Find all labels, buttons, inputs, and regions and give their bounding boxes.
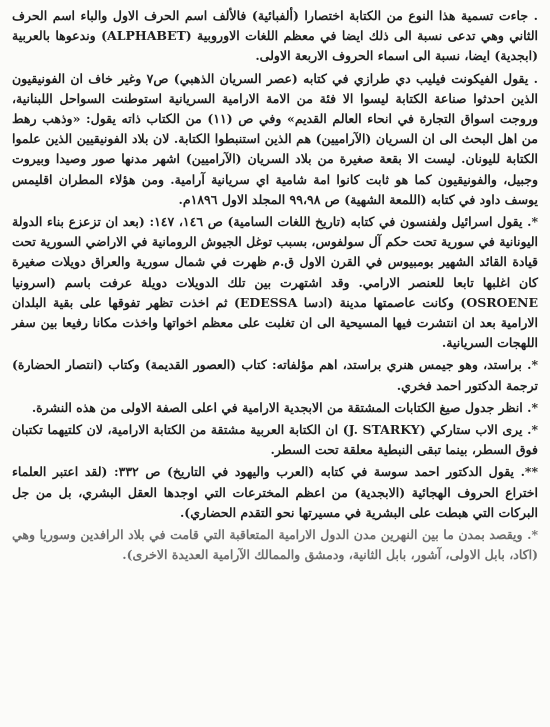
note-sousa: **. يقول الدكتور احمد سوسة في كتابه (العرب واليهود في التاريخ) ص ٣٣٢: (لقد اعتبر العلماء اختراع الحروف الهجائية (الابجدية) من اعظم المخترعات التي اوجدها العقل البشري، بل من جل البركات التي هبطت على البشرية في مسيرتها نحو التقدم الحضاري). [12, 464, 538, 520]
note-tarazi-phoenicians: . يقول الفيكونت فيليب دي طرازي في كتابه (عصر السريان الذهبي) ص٧ وغير خاف ان الفونيقيون الذين احدثوا صناعة الكتابة ليسوا الا فئة من الامة الارامية السريانية استوطنت السواحل اللبنانية، وروجت اسواق التجارة في انحاء العالم القديم» وفي ص (١١) من الكتاب ذاته يقول: «وذهب رهط من اهل البحث الى ان السريان (الآراميين) هم الذين استنبطوا الكتابة. لان بلاد الفونيقيين الذين علموا الكتابة لليونان. ليست الا بقعة صغيرة من بلاد السريان (الآراميين) اشهر مدنها صور وصيدا وبيروت وجبيل، والفونيقيون كما هو ثابت كانوا امة شامية اي سريانية آرامية. ومن هؤلاء المطران اقليمس يوسف داود في كتابه (اللمعة الشهية) ص ٩٩،٩٨ المجلد الاول ١٨٩٦م. [12, 70, 538, 207]
note-starky: *. يرى الاب ستاركي (J. STARKY) ان الكتابة العربية مشتقة من الكتابة الارامية، لان كلتيهما تكتبان فوق السطر، بينما تبقى النبطية معلقة تحت السطر. [12, 422, 538, 458]
note-wolfensohn-osroene: *. يقول اسرائيل ولفنسون في كتابه (تاريخ اللغات السامية) ص ١٤٦، ١٤٧: (بعد ان تزعزع بناء الدولة اليونانية في سورية تحت حكم آل سولفوس، بسبب توغل الجيوش الرومانية في الاراضي السورية تحت قيادة القائد الشهير بومبيوس في القرن الاول ق.م ظهرت في شمال سورية والعراق دويلات صغيرة كان اغلبها تابعا للعنصر الارامي. وقد اشتهرت بين تلك الدويلات دويلة عرفت باسم (اسرونيا OSROENE) وكانت عاصمتها مدينة (ادسا EDESSA) ثم اخذت تظهر تفوقها على بقية البلدان الارامية بعد ان انتشرت فيها المسيحية الى ان تغلبت على معظم اخواتها واخذت مكانا رفيعا بين سفر اللهجات السريانية. [12, 214, 539, 351]
note-mesopotamian-cities: *. ويقصد بمدن ما بين النهرين مدن الدول الارامية المتعاقبة التي قامت في بلاد الرافدين وسوريا وهي (اكاد، بابل الاولى، آشور، بابل الثانية، ودمشق والممالك الآرامية العديدة الاخرى). [12, 527, 538, 563]
note-scripts-table: *. انظر جدول صيغ الكتابات المشتقة من الابجدية الارامية في اعلى الصفة الاولى من هذه النشرة. [31, 399, 538, 415]
note-alphabet-origin: . جاءت تسمية هذا النوع من الكتابة اختصارا (ألفبائية) فالألف اسم الحرف الاول والباء اسم الحرف الثاني وهي تدعى نسبة الى ذلك ايضا في معظم اللغات الاوروبية (ALPHABET) وندعوها بالعربية (ابجدية) ايضا، نسبة الى اسماء الحروف الاربعة الاولى. [12, 8, 538, 64]
footnotes-text-column [12, 6, 538, 567]
note-breasted: *. براستد، وهو جيمس هنري براستد، اهم مؤلفاته: كتاب (العصور القديمة) وكتاب (انتصار الحضارة) ترجمة الدكتور احمد فخري. [12, 357, 538, 393]
